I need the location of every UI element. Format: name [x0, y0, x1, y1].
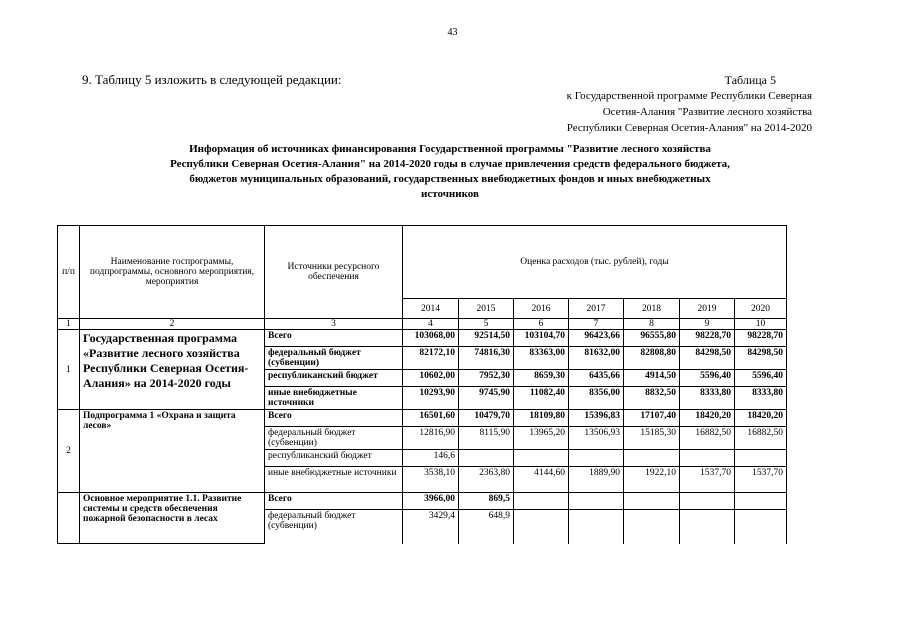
amount-cell: 74816,30	[459, 347, 514, 370]
amount-cell: 2363,80	[459, 467, 514, 493]
table-row	[58, 493, 787, 510]
program-name: Подпрограмма 1 «Охрана и защита лесов»	[80, 410, 265, 493]
table-row	[58, 330, 787, 347]
header-column-number: 6	[514, 319, 569, 330]
amount-cell: 1889,90	[569, 467, 624, 493]
amount-cell: 13965,20	[514, 427, 569, 450]
amount-cell	[514, 450, 569, 467]
amount-cell: 11082,40	[514, 387, 569, 410]
amount-cell: 82808,80	[624, 347, 680, 370]
amount-cell: 12816,90	[403, 427, 459, 450]
title-line: источников	[421, 188, 479, 200]
amount-cell: 3429,4	[403, 510, 459, 544]
amount-cell: 1922,10	[624, 467, 680, 493]
instruction-text: 9. Таблицу 5 изложить в следующей редакции:	[82, 72, 342, 87]
amount-cell: 17107,40	[624, 410, 680, 427]
header-column-number: 10	[735, 319, 787, 330]
amount-cell: 5596,40	[680, 370, 735, 387]
funding-source: Всего	[265, 330, 403, 347]
title-line: Республики Северная Осетия-Алания" на 2014-2020 годы в случае привлечения средств федерального бюджета,	[170, 158, 730, 170]
amount-cell: 648,9	[459, 510, 514, 544]
amount-cell: 96555,80	[624, 330, 680, 347]
amount-cell: 8356,00	[569, 387, 624, 410]
amount-cell: 8659,30	[514, 370, 569, 387]
amount-cell: 83363,00	[514, 347, 569, 370]
funding-source: Всего	[265, 410, 403, 427]
document-title	[40, 142, 860, 202]
header-year: 2020	[735, 299, 787, 319]
row-number: 1	[58, 330, 80, 410]
amount-cell	[514, 493, 569, 510]
title-line: Информация об источниках финансирования Государственной программы "Развитие лесного хозяйства	[189, 143, 711, 155]
funding-source: республиканский бюджет	[265, 370, 403, 387]
amount-cell: 18109,80	[514, 410, 569, 427]
amount-cell: 81632,00	[569, 347, 624, 370]
header-year: 2016	[514, 299, 569, 319]
funding-source: иные внебюджетные источники	[265, 387, 403, 410]
amount-cell	[624, 493, 680, 510]
amount-cell: 9745,90	[459, 387, 514, 410]
amount-cell	[680, 450, 735, 467]
amount-cell	[680, 510, 735, 544]
header-source: Источники ресурсного обеспечения	[265, 226, 403, 319]
amount-cell: 15396,83	[569, 410, 624, 427]
amount-cell: 103104,70	[514, 330, 569, 347]
row-number: 2	[58, 410, 80, 493]
header-column-number: 7	[569, 319, 624, 330]
page-number: 43	[447, 27, 458, 38]
amount-cell: 10293,90	[403, 387, 459, 410]
header-year: 2019	[680, 299, 735, 319]
amount-cell: 1537,70	[680, 467, 735, 493]
amount-cell: 84298,50	[680, 347, 735, 370]
header-estimate: Оценка расходов (тыс. рублей), годы	[403, 226, 787, 299]
amount-cell: 5596,40	[735, 370, 787, 387]
header-column-number: 1	[58, 319, 80, 330]
amount-cell	[624, 450, 680, 467]
amount-cell: 16501,60	[403, 410, 459, 427]
amount-cell	[569, 510, 624, 544]
funding-source: республиканский бюджет	[265, 450, 403, 467]
amount-cell	[735, 493, 787, 510]
program-name: Государственная программа «Развитие лесного хозяйства Республики Северная Осетия-Алания» на 2014-2020 годы	[80, 330, 265, 410]
program-name: Основное мероприятие 1.1. Развитие системы и средств обеспечения пожарной безопасности в лесах	[80, 493, 265, 544]
amount-cell: 15185,30	[624, 427, 680, 450]
amount-cell: 869,5	[459, 493, 514, 510]
amount-cell: 82172,10	[403, 347, 459, 370]
amount-cell: 8333,80	[680, 387, 735, 410]
amount-cell	[569, 450, 624, 467]
header-column-number: 2	[80, 319, 265, 330]
funding-source: Всего	[265, 493, 403, 510]
funding-source: федеральный бюджет (субвенции)	[265, 510, 403, 544]
amount-cell: 18420,20	[735, 410, 787, 427]
amount-cell: 10479,70	[459, 410, 514, 427]
amount-cell: 3538,10	[403, 467, 459, 493]
amount-cell: 96423,66	[569, 330, 624, 347]
amount-cell	[680, 493, 735, 510]
amount-cell: 10602,00	[403, 370, 459, 387]
amount-cell: 8333,80	[735, 387, 787, 410]
financing-table	[57, 225, 787, 544]
annex-line: Осетия-Алания "Развитие лесного хозяйства	[602, 106, 812, 118]
table-annex-caption	[470, 72, 812, 136]
amount-cell: 3966,00	[403, 493, 459, 510]
amount-cell: 1537,70	[735, 467, 787, 493]
amount-cell: 4144,60	[514, 467, 569, 493]
amount-cell: 18420,20	[680, 410, 735, 427]
amount-cell: 13506,93	[569, 427, 624, 450]
header-year: 2014	[403, 299, 459, 319]
amount-cell: 84298,50	[735, 347, 787, 370]
amount-cell: 4914,50	[624, 370, 680, 387]
amount-cell: 6435,66	[569, 370, 624, 387]
amount-cell: 98228,70	[735, 330, 787, 347]
amount-cell: 16882,50	[680, 427, 735, 450]
table-row	[58, 410, 787, 427]
funding-source: федеральный бюджет (субвенции)	[265, 347, 403, 370]
funding-source: федеральный бюджет (субвенции)	[265, 427, 403, 450]
header-year: 2017	[569, 299, 624, 319]
amount-cell	[735, 450, 787, 467]
header-name: Наименование госпрограммы, подпрограммы, основного мероприятия, мероприятия	[80, 226, 265, 319]
header-column-number: 5	[459, 319, 514, 330]
amount-cell	[459, 450, 514, 467]
header-column-number: 8	[624, 319, 680, 330]
funding-source: иные внебюджетные источники	[265, 467, 403, 493]
header-column-number: 9	[680, 319, 735, 330]
header-num: п/п	[58, 226, 80, 319]
amount-cell: 103068,00	[403, 330, 459, 347]
annex-line: к Государственной программе Республики Северная	[566, 90, 812, 102]
title-line: бюджетов муниципальных образований, государственных внебюджетных фондов и иных внебюджетных	[189, 173, 711, 185]
row-number	[58, 493, 80, 544]
amount-cell: 98228,70	[680, 330, 735, 347]
amount-cell: 7952,30	[459, 370, 514, 387]
amount-cell: 92514,50	[459, 330, 514, 347]
amount-cell	[735, 510, 787, 544]
amount-cell	[624, 510, 680, 544]
header-year: 2015	[459, 299, 514, 319]
amount-cell: 16882,50	[735, 427, 787, 450]
annex-label: Таблица 5	[724, 73, 776, 87]
header-column-number: 3	[265, 319, 403, 330]
amount-cell: 8115,90	[459, 427, 514, 450]
amount-cell	[569, 493, 624, 510]
annex-line: Республики Северная Осетия-Алания" на 2014-2020	[566, 122, 812, 134]
amount-cell: 146,6	[403, 450, 459, 467]
amount-cell	[514, 510, 569, 544]
header-column-number: 4	[403, 319, 459, 330]
header-year: 2018	[624, 299, 680, 319]
amount-cell: 8832,50	[624, 387, 680, 410]
